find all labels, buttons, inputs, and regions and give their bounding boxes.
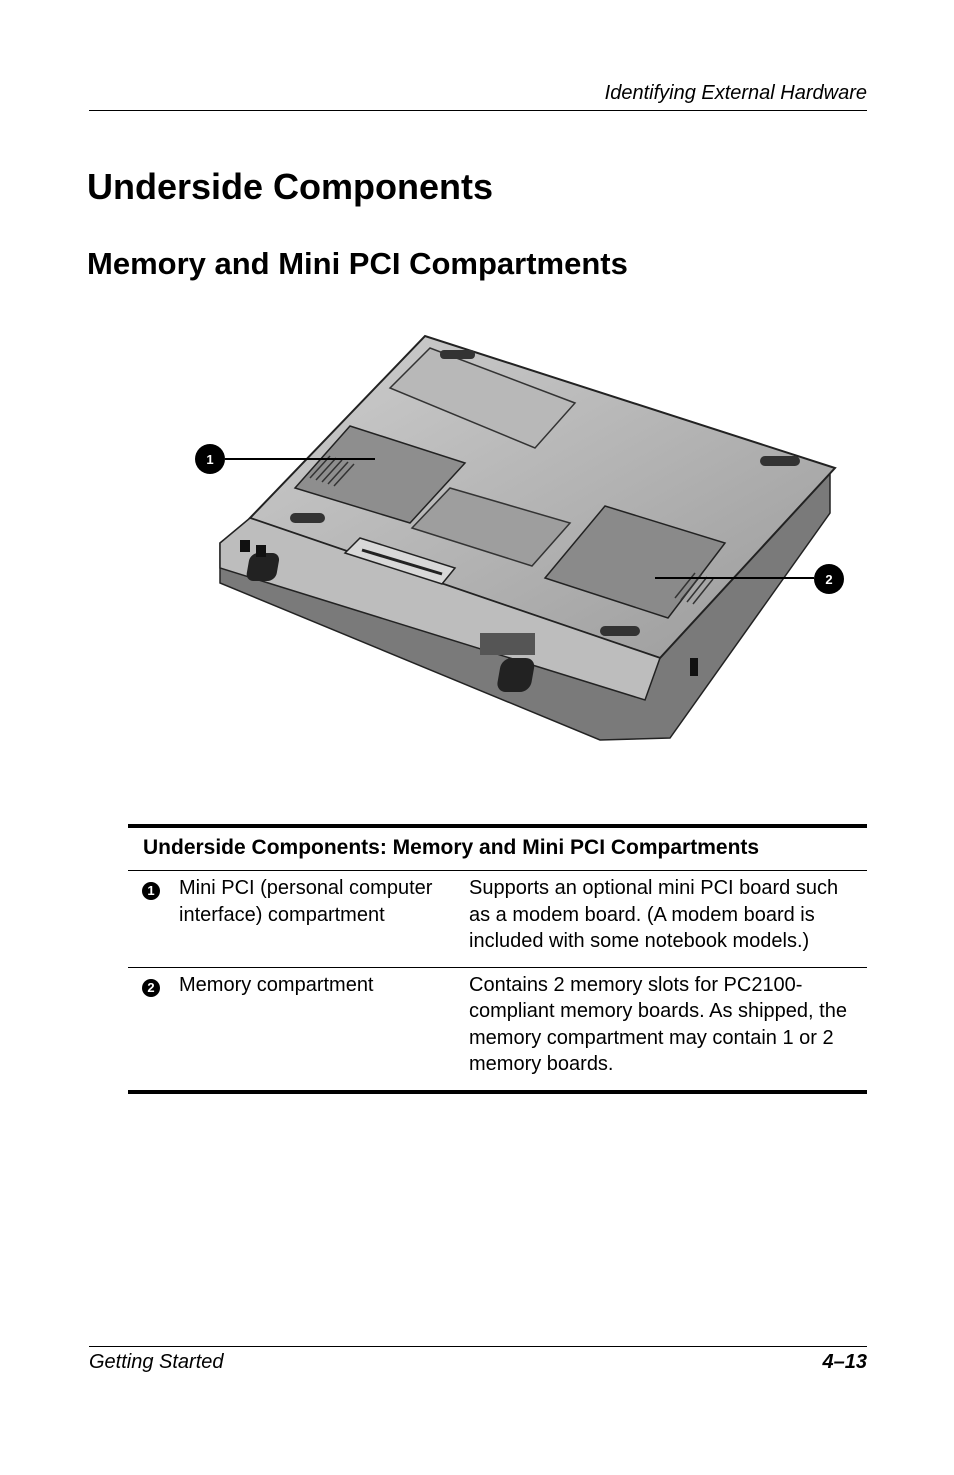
footer-rule (89, 1346, 867, 1347)
running-header: Identifying External Hardware (604, 82, 867, 104)
section-subtitle: Memory and Mini PCI Compartments (87, 246, 628, 281)
table-title: Underside Components: Memory and Mini PCI Compartments (128, 828, 867, 871)
notebook-underside-illustration (180, 328, 860, 748)
number-1-icon: 1 (142, 882, 160, 900)
component-name: Mini PCI (personal computer interface) compartment (179, 877, 433, 926)
footer-book-title: Getting Started (89, 1351, 224, 1373)
notebook-underside-figure (180, 328, 860, 748)
header-rule (89, 110, 867, 111)
components-table (128, 824, 867, 1094)
component-description: Supports an optional mini PCI board such as a modem board. (A modem board is included with some notebook models.) (469, 877, 839, 952)
component-description: Contains 2 memory slots for PC2100-compliant memory boards. As shipped, the memory compartment may contain 1 or 2 memory boards. (469, 973, 847, 1075)
page-number: 4–13 (822, 1351, 867, 1373)
page-title: Underside Components (87, 166, 494, 207)
number-2-icon: 2 (142, 979, 160, 997)
component-name: Memory compartment (179, 973, 374, 996)
table-row (128, 871, 867, 968)
callout-1-label: 1 (206, 452, 214, 467)
table-row (128, 968, 867, 1094)
callout-2-label: 2 (825, 572, 833, 587)
